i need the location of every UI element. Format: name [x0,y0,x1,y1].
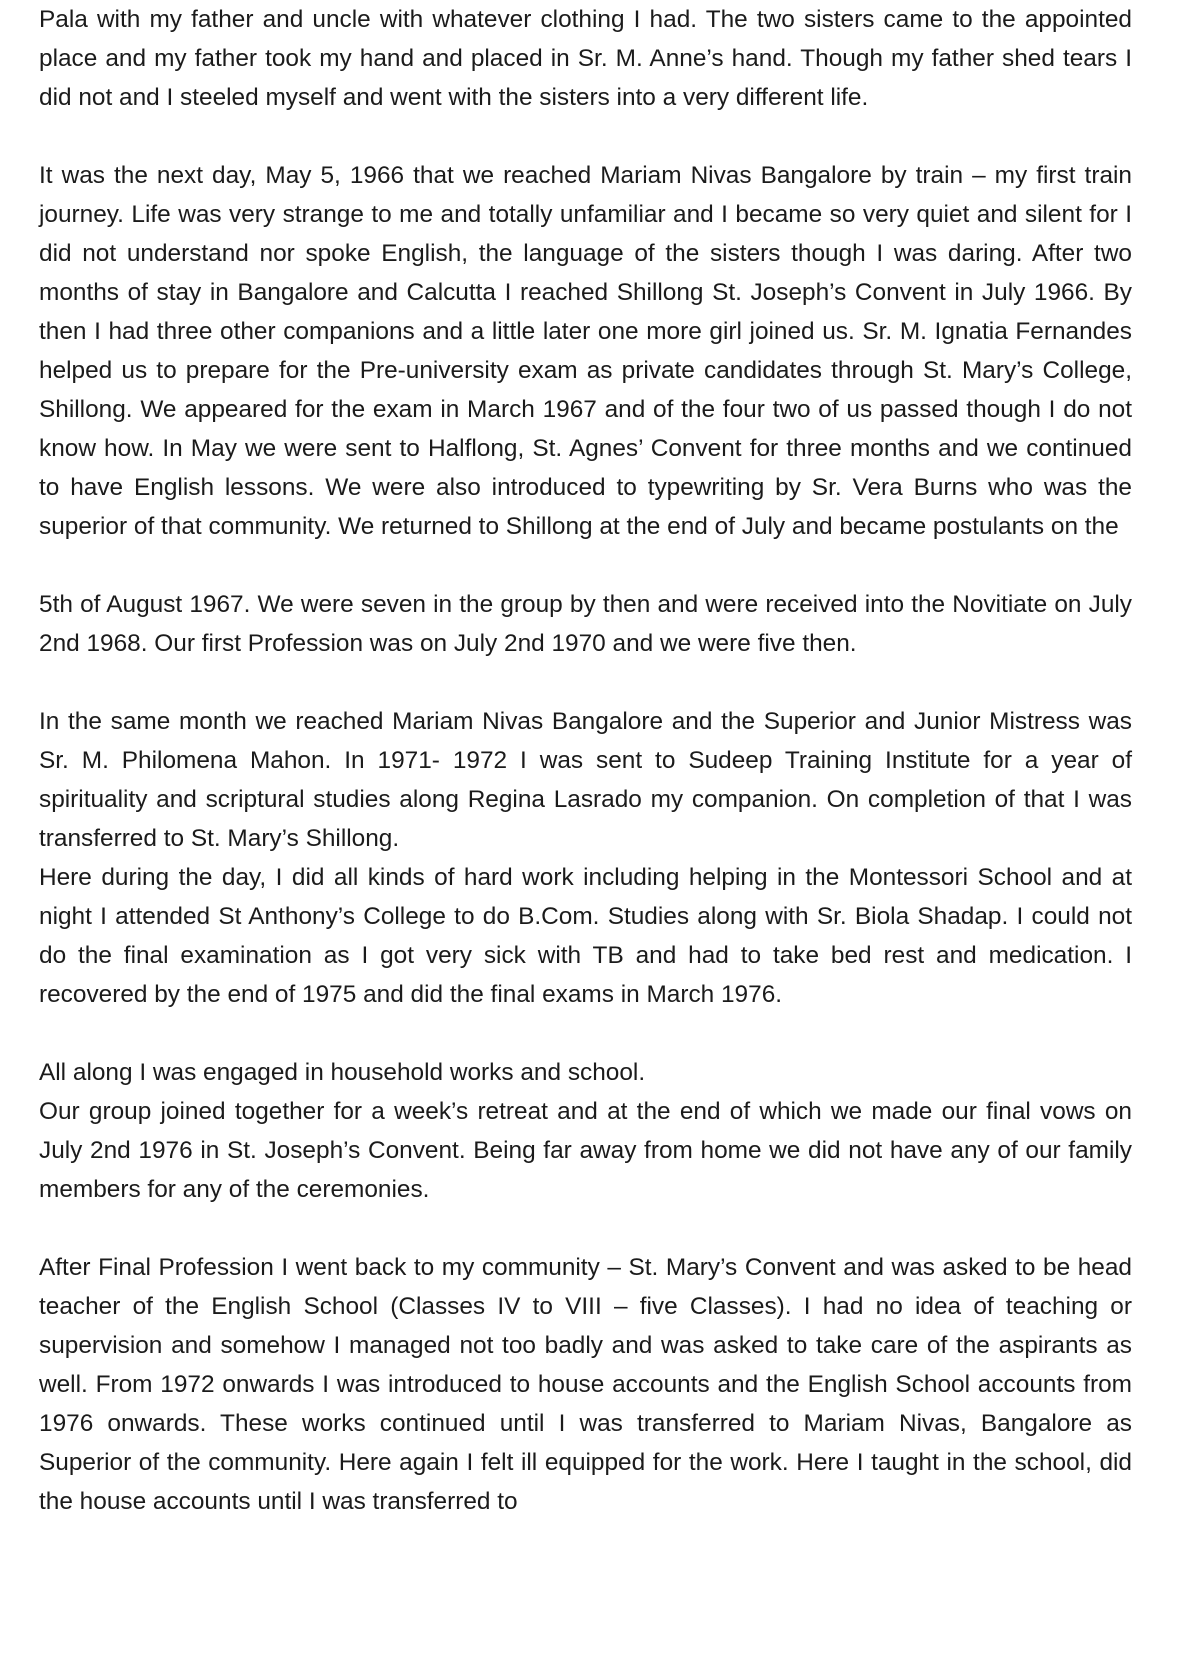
paragraph-bcom-studies: Here during the day, I did all kinds of hard work including helping in the Montessori School and at night I attended St Anthony’s College to do B.Com. Studies along with Sr. Biola Shadap. I could not do the final examination as I got very sick with TB and had to take bed rest and medication. I recovered by the end of 1975 and did the final exams in March 1976. [39,864,1132,1008]
paragraph-gap [39,117,1132,156]
paragraph-final-vows: Our group joined together for a week’s retreat and at the end of which we made our final vows on July 2nd 1976 in St. Joseph’s Convent. Being far away from home we did not have any of our family members for any of the ceremonies. [39,1098,1132,1203]
document-page [39,0,1132,1521]
paragraph-novitiate: 5th of August 1967. We were seven in the group by then and were received into the Novitiate on July 2nd 1968. Our first Profession was on July 2nd 1970 and we were five then. [39,591,1132,657]
paragraph-journey-start: Pala with my father and uncle with whatever clothing I had. The two sisters came to the appointed place and my father took my hand and placed in Sr. M. Anne’s hand. Though my father shed tears I did not and I steeled myself and went with the sisters into a very different life. [39,6,1132,111]
paragraph-final-profession: After Final Profession I went back to my community – St. Mary’s Convent and was asked to be head teacher of the English School (Classes IV to VIII – five Classes). I had no idea of teaching or supervision and somehow I managed not too badly and was asked to take care of the aspirants as well. From 1972 onwards I was introduced to house accounts and the English School accounts from 1976 onwards. These works continued until I was transferred to Mariam Nivas, Bangalore as Superior of the community. Here again I felt ill equipped for the work. Here I taught in the school, did the house accounts until I was transferred to [39,1254,1132,1515]
paragraph-gap [39,546,1132,585]
paragraph-gap [39,663,1132,702]
paragraph-gap [39,1014,1132,1053]
paragraph-junior-mistress: In the same month we reached Mariam Nivas Bangalore and the Superior and Junior Mistress was Sr. M. Philomena Mahon. In 1971- 1972 I was sent to Sudeep Training Institute for a year of spirituality and scriptural studies along Regina Lasrado my companion. On completion of that I was transferred to St. Mary’s Shillong. [39,708,1132,852]
paragraph-gap [39,1209,1132,1248]
paragraph-household-works: All along I was engaged in household works and school. [39,1059,646,1086]
paragraph-bangalore-shillong: It was the next day, May 5, 1966 that we reached Mariam Nivas Bangalore by train – my first train journey. Life was very strange to me and totally unfamiliar and I became so very quiet and silent for I did not understand nor spoke English, the language of the sisters though I was daring. After two months of stay in Bangalore and Calcutta I reached Shillong St. Joseph’s Convent in July 1966. By then I had three other companions and a little later one more girl joined us. Sr. M. Ignatia Fernandes helped us to prepare for the Pre-university exam as private candidates through St. Mary’s College, Shillong. We appeared for the exam in March 1967 and of the four two of us passed though I do not know how. In May we were sent to Halflong, St. Agnes’ Convent for three months and we continued to have English lessons. We were also introduced to typewriting by Sr. Vera Burns who was the superior of that community. We returned to Shillong at the end of July and became postulants on the [39,162,1132,540]
